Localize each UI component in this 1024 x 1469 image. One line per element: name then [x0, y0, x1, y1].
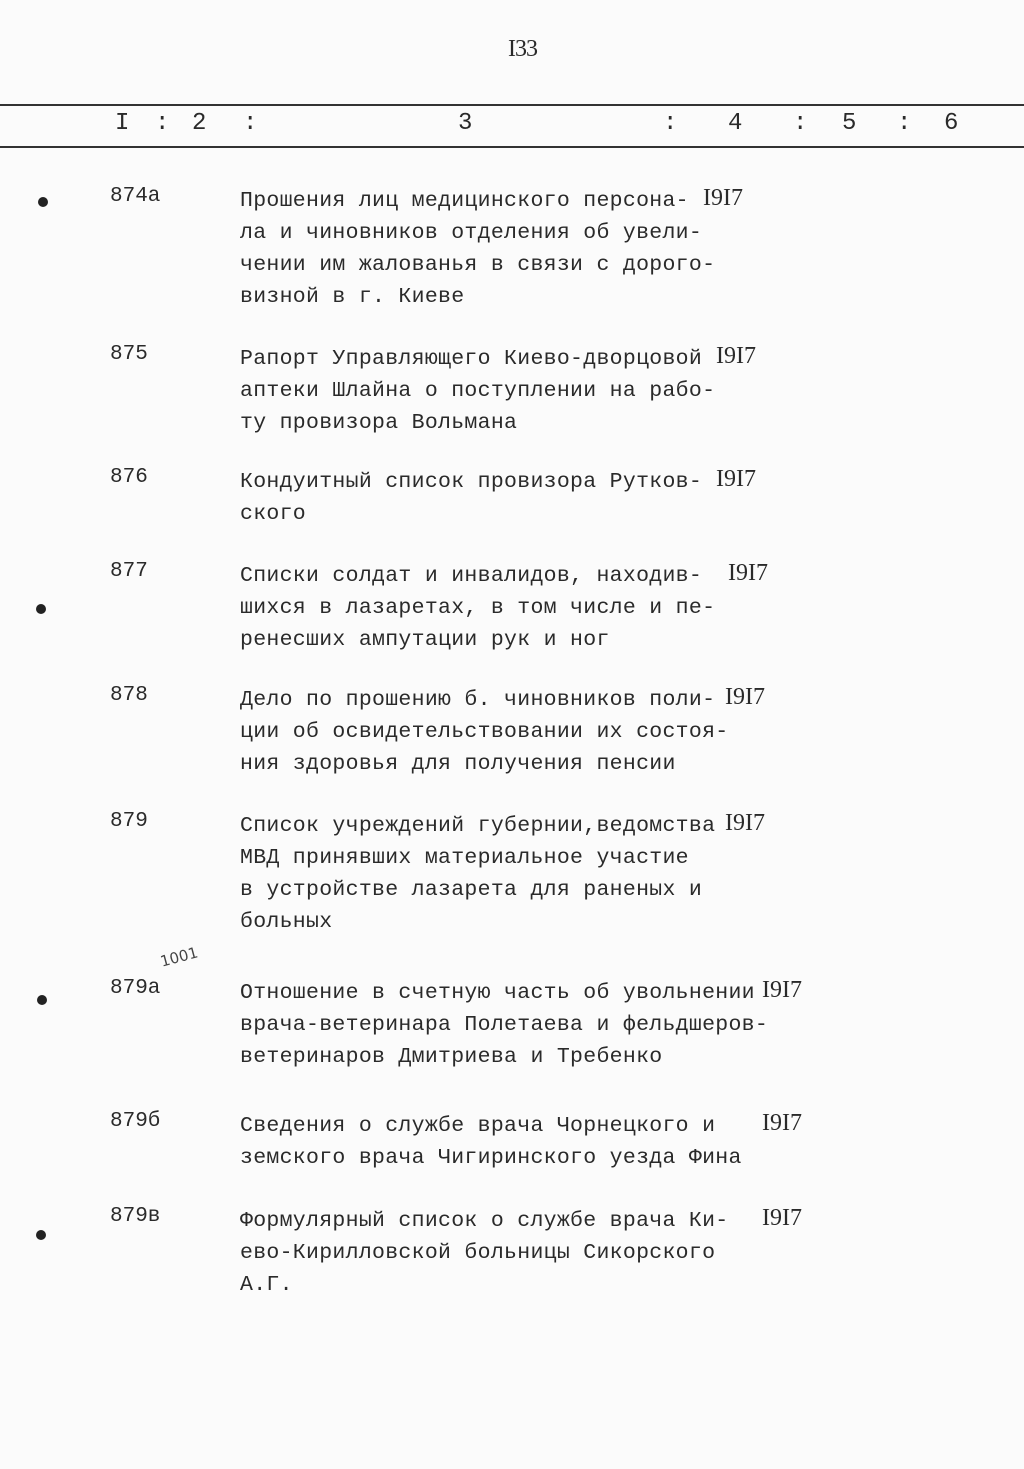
binding-hole-mark [36, 1230, 46, 1240]
description-line: Сведения о службе врача Чорнецкого и [240, 1114, 716, 1138]
item-number: 875 [110, 343, 148, 366]
description-line: Кондуитный список провизора Рутков- [240, 470, 703, 494]
item-number: 879а [110, 977, 161, 1000]
item-description [240, 560, 715, 656]
item-year: I9I7 [703, 185, 743, 211]
description-line: ла и чиновников отделения об увели- [240, 221, 703, 245]
item-year: I9I7 [716, 343, 756, 369]
description-line: А.Г. [240, 1273, 293, 1297]
page-number: I33 [508, 36, 537, 62]
column-header-6: 6 [944, 110, 959, 137]
column-separator: : [897, 110, 912, 137]
column-header-1: I [115, 110, 130, 137]
item-year: I9I7 [762, 1205, 802, 1231]
item-description [240, 977, 768, 1073]
header-top-rule [0, 104, 1024, 106]
column-header-3: 3 [458, 110, 473, 137]
description-line: Список учреждений губернии,ведомства [240, 814, 716, 838]
item-year: I9I7 [716, 466, 756, 492]
description-line: Дело по прошению б. чиновников поли- [240, 688, 716, 712]
item-description [240, 1205, 728, 1301]
item-number: 876 [110, 466, 148, 489]
description-line: Рапорт Управляющего Киево-дворцовой [240, 347, 703, 371]
binding-hole-mark [38, 197, 48, 207]
description-line: больных [240, 910, 333, 934]
binding-hole-mark [36, 604, 46, 614]
column-separator: : [155, 110, 170, 137]
item-number: 879в [110, 1205, 161, 1228]
column-header-2: 2 [192, 110, 207, 137]
margin-note: 1001 [158, 943, 200, 971]
item-description [240, 810, 715, 938]
description-line: в устройстве лазарета для раненых и [240, 878, 703, 902]
description-line: ции об освидетельствовании их состоя- [240, 720, 729, 744]
description-line: Формулярный список о службе врача Ки- [240, 1209, 729, 1233]
description-line: аптеки Шлайна о поступлении на рабо- [240, 379, 716, 403]
item-description [240, 343, 715, 439]
description-line: земского врача Чигиринского уезда Фина [240, 1146, 742, 1170]
column-header-4: 4 [728, 110, 743, 137]
description-line: ского [240, 502, 307, 526]
item-description [240, 185, 715, 313]
description-line: визной в г. Киеве [240, 285, 465, 309]
item-description [240, 1110, 742, 1174]
item-number: 874а [110, 185, 161, 208]
description-line: ния здоровья для получения пенсии [240, 752, 676, 776]
item-number: 877 [110, 560, 148, 583]
item-description [240, 684, 728, 780]
header-bottom-rule [0, 146, 1024, 148]
description-line: МВД принявших материальное участие [240, 846, 689, 870]
description-line: ренесших ампутации рук и ног [240, 628, 610, 652]
column-separator: : [243, 110, 258, 137]
description-line: чении им жалованья в связи с дорого- [240, 253, 716, 277]
item-year: I9I7 [762, 1110, 802, 1136]
column-separator: : [663, 110, 678, 137]
item-number: 878 [110, 684, 148, 707]
item-year: I9I7 [728, 560, 768, 586]
description-line: ево-Кирилловской больницы Сикорского [240, 1241, 716, 1265]
description-line: ветеринаров Дмитриева и Требенко [240, 1045, 663, 1069]
item-number: 879б [110, 1110, 161, 1133]
item-number: 879 [110, 810, 148, 833]
item-year: I9I7 [725, 810, 765, 836]
description-line: Прошения лиц медицинского персона- [240, 189, 689, 213]
column-separator: : [793, 110, 808, 137]
item-description [240, 466, 702, 530]
description-line: шихся в лазаретах, в том числе и пе- [240, 596, 716, 620]
description-line: Отношение в счетную часть об увольнении [240, 981, 755, 1005]
item-year: I9I7 [725, 684, 765, 710]
binding-hole-mark [37, 995, 47, 1005]
description-line: Списки солдат и инвалидов, находив- [240, 564, 703, 588]
description-line: ту провизора Вольмана [240, 411, 518, 435]
column-header-5: 5 [842, 110, 857, 137]
item-year: I9I7 [762, 977, 802, 1003]
description-line: врача-ветеринара Полетаева и фельдшеров- [240, 1013, 769, 1037]
